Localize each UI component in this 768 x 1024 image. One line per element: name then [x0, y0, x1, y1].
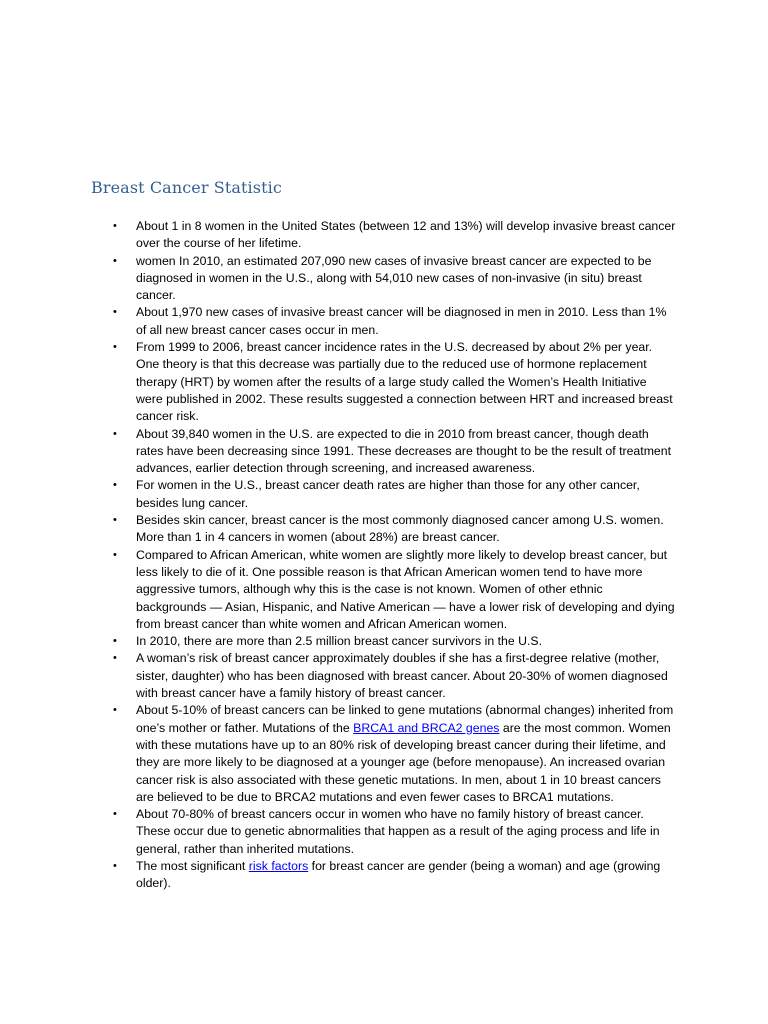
list-item — [0, 650, 676, 702]
document-heading: Breast Cancer Statistic — [91, 178, 282, 197]
list-item — [0, 512, 676, 547]
bullet-icon: • — [113, 254, 117, 267]
brca-genes-link[interactable]: BRCA1 and BRCA2 genes — [353, 720, 500, 735]
list-item-text: Besides skin cancer, breast cancer is the most commonly diagnosed cancer among U.S. women. More than 1 in 4 cancers in women (about 28%) are breast cancer. — [136, 513, 664, 545]
list-item — [0, 858, 676, 893]
list-item — [0, 547, 676, 633]
bullet-icon: • — [113, 341, 117, 354]
bullet-icon: • — [113, 859, 117, 872]
list-item — [0, 702, 676, 806]
bullet-icon: • — [113, 220, 117, 232]
list-item — [0, 304, 676, 339]
bullet-icon: • — [113, 548, 117, 561]
list-item-text: About 1,970 new cases of invasive breast cancer will be diagnosed in men in 2010. Less than 1% of all new breast cancer cases occur in men. — [136, 305, 667, 337]
list-item-text: A woman’s risk of breast cancer approximately doubles if she has a first-degree relative (mother, sister, daughter) who has been diagnosed with breast cancer. About 20-30% of women diagnosed with breast cancer have a family history of breast cancer. — [136, 651, 668, 701]
bullet-icon: • — [113, 514, 117, 527]
list-item-text: In 2010, there are more than 2.5 million breast cancer survivors in the U.S. — [136, 634, 542, 649]
risk-factors-link[interactable]: risk factors — [248, 858, 309, 873]
list-item-text-before: The most significant — [136, 858, 249, 873]
list-item-text: About 70-80% of breast cancers occur in women who have no family history of breast cancer. These occur due to genetic abnormalities that happen as a result of the aging process and life in general, rather than inherited mutations. — [136, 807, 660, 856]
list-item-text-after: for breast cancer are gender (being a woman) and age (growing older). — [136, 858, 661, 891]
list-item-text-before: About 5-10% of breast cancers can be linked to gene mutations (abnormal changes) inherited from one’s mother or father. Mutations of the — [136, 703, 674, 735]
list-item — [0, 806, 676, 858]
list-item — [0, 426, 676, 478]
list-item-text: For women in the U.S., breast cancer death rates are higher than those for any other cancer, besides lung cancer. — [136, 478, 640, 510]
list-item — [0, 218, 676, 253]
list-item-text: About 1 in 8 women in the United States (between 12 and 13%) will develop invasive breast cancer over the course of her lifetime. — [136, 219, 676, 251]
bullet-icon: • — [113, 427, 117, 440]
list-item-text-after: are the most common. Women with these mutations have up to an 80% risk of developing breast cancer during their lifetime, and they are more likely to be diagnosed at a younger age (before menopause). An increased ovarian cancer risk is also associated with these genetic mutations. In men, about 1 in 10 breast cancers are believed to be due to BRCA2 mutations and even fewer cases to BRCA1 mutations. — [136, 720, 671, 804]
bullet-icon: • — [113, 635, 117, 648]
list-item — [0, 633, 676, 650]
list-item-text: About 39,840 women in the U.S. are expected to die in 2010 from breast cancer, though death rates have been decreasing since 1991. These decreases are thought to be the result of treatment advances, earlier detection through screening, and increased awareness. — [136, 426, 672, 476]
statistics-list — [0, 218, 676, 893]
bullet-icon: • — [113, 652, 117, 665]
list-item — [0, 477, 676, 512]
bullet-icon: • — [113, 479, 117, 492]
list-item — [0, 339, 676, 425]
bullet-icon: • — [113, 306, 117, 319]
bullet-icon: • — [113, 808, 117, 821]
bullet-icon: • — [113, 704, 117, 717]
list-item — [0, 253, 676, 305]
list-item-text: From 1999 to 2006, breast cancer incidence rates in the U.S. decreased by about 2% per year. One theory is that this decrease was partially due to the reduced use of hormone replacement therapy (HRT) by women after the results of a large study called the Women’s Health Initiative were published in 2002. These results suggested a connection between HRT and increased breast cancer risk. — [136, 340, 673, 424]
list-item-text: women In 2010, an estimated 207,090 new cases of invasive breast cancer are expected to be diagnosed in women in the U.S., along with 54,010 new cases of non-invasive (in situ) breast cancer. — [136, 253, 652, 303]
list-item-text: Compared to African American, white women are slightly more likely to develop breast cancer, but less likely to die of it. One possible reason is that African American women tend to have more aggressive tumors, although why this is the case is not known. Women of other ethnic backgrounds — Asian, Hispanic, and Native American — have a lower risk of developing and dying from breast cancer than white women and African American women. — [136, 547, 675, 631]
